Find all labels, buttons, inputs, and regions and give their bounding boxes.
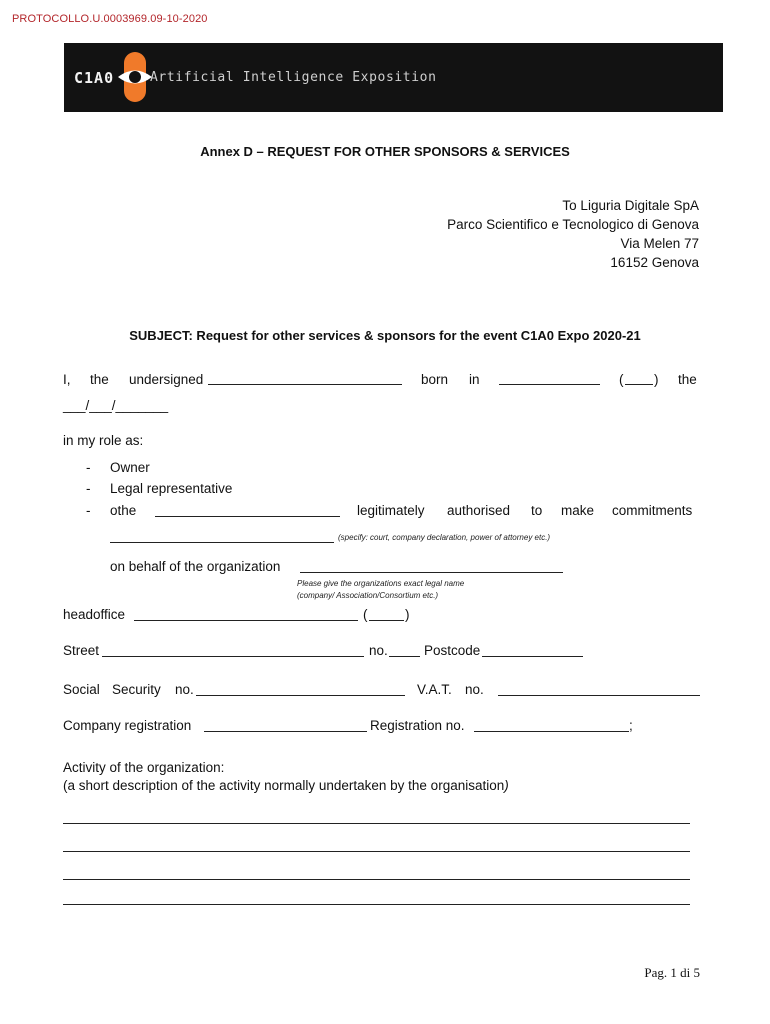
organization-label: on behalf of the organization bbox=[110, 559, 281, 574]
paren: ( bbox=[619, 372, 624, 387]
activity-line-1[interactable] bbox=[63, 823, 690, 824]
word: the bbox=[678, 372, 697, 387]
header-banner bbox=[64, 43, 723, 112]
company-registration-label: Company registration bbox=[63, 718, 192, 733]
address-line: Parco Scientifico e Tecnologico di Genova bbox=[447, 217, 699, 232]
vat-field[interactable] bbox=[498, 684, 700, 696]
word: to bbox=[531, 503, 543, 518]
address-line: Via Melen 77 bbox=[620, 236, 699, 251]
paren: ) bbox=[654, 372, 659, 387]
subject-line: SUBJECT: Request for other services & sponsors for the event C1A0 Expo 2020-21 bbox=[129, 328, 641, 343]
headoffice-label: headoffice bbox=[63, 607, 126, 622]
semicolon: ; bbox=[629, 718, 633, 733]
protocol-stamp: PROTOCOLLO.U.0003969.09-10-2020 bbox=[12, 13, 208, 25]
undersigned-field[interactable] bbox=[208, 373, 402, 385]
role-legal-representative[interactable]: Legal representative bbox=[110, 481, 233, 496]
birth-date-field[interactable]: ___/___/_______ bbox=[63, 398, 169, 413]
activity-desc-text: (a short description of the activity normally undertaken by the organisation bbox=[63, 778, 505, 793]
paren: ) bbox=[504, 778, 509, 793]
word: undersigned bbox=[129, 372, 204, 387]
bullet-dash: - bbox=[86, 460, 91, 475]
word: Security bbox=[112, 682, 161, 697]
registration-no-label: Registration no. bbox=[370, 718, 465, 733]
organization-note: (company/ Association/Consortium etc.) bbox=[297, 591, 439, 600]
word: commitments bbox=[612, 503, 693, 518]
social-security-field[interactable] bbox=[196, 684, 405, 696]
street-field[interactable] bbox=[102, 645, 364, 657]
organization-field[interactable] bbox=[300, 561, 563, 573]
recipient-address bbox=[447, 196, 699, 272]
word: authorised bbox=[447, 503, 511, 518]
specify-note: (specify: court, company declaration, power of attorney etc.) bbox=[338, 533, 551, 542]
role-owner[interactable]: Owner bbox=[110, 460, 150, 475]
bullet-dash: - bbox=[86, 481, 91, 496]
word: I, bbox=[63, 372, 71, 387]
headoffice-province-field[interactable] bbox=[369, 609, 404, 621]
role-label: in my role as: bbox=[63, 433, 144, 448]
street-number-field[interactable] bbox=[389, 645, 420, 657]
activity-description bbox=[63, 778, 509, 793]
vat-label: V.A.T. bbox=[417, 682, 452, 697]
activity-line-3[interactable] bbox=[63, 879, 690, 880]
headoffice-field[interactable] bbox=[134, 609, 358, 621]
paren: ) bbox=[405, 607, 410, 622]
word: no. bbox=[465, 682, 484, 697]
word: no. bbox=[175, 682, 194, 697]
word: Social bbox=[63, 682, 100, 697]
authority-field[interactable] bbox=[110, 531, 334, 543]
postcode-field[interactable] bbox=[482, 645, 583, 657]
bullet-dash: - bbox=[86, 503, 91, 518]
birthplace-field[interactable] bbox=[499, 373, 600, 385]
activity-title: Activity of the organization: bbox=[63, 760, 225, 775]
role-other[interactable]: othe bbox=[110, 503, 137, 518]
paren: ( bbox=[363, 607, 368, 622]
page-number: Pag. 1 di 5 bbox=[644, 965, 700, 980]
street-label: Street bbox=[63, 643, 100, 658]
banner-subtitle: Artificial Intelligence Exposition bbox=[150, 70, 437, 85]
word: make bbox=[561, 503, 595, 518]
word: born bbox=[421, 372, 449, 387]
word: in bbox=[469, 372, 480, 387]
province-field[interactable] bbox=[625, 373, 653, 385]
logo-text: C1A0 bbox=[74, 69, 115, 87]
activity-line-4[interactable] bbox=[63, 904, 690, 905]
word: legitimately bbox=[357, 503, 425, 518]
postcode-label: Postcode bbox=[424, 643, 481, 658]
company-registration-field[interactable] bbox=[204, 720, 367, 732]
organization-note: Please give the organizations exact legal name bbox=[297, 579, 465, 588]
other-role-field[interactable] bbox=[155, 505, 340, 517]
number-label: no. bbox=[369, 643, 388, 658]
activity-line-2[interactable] bbox=[63, 851, 690, 852]
address-line: 16152 Genova bbox=[610, 255, 699, 270]
registration-no-field[interactable] bbox=[474, 720, 629, 732]
address-line: To Liguria Digitale SpA bbox=[562, 198, 699, 213]
word: the bbox=[90, 372, 109, 387]
document-title: Annex D – REQUEST FOR OTHER SPONSORS & SERVICES bbox=[200, 144, 570, 159]
